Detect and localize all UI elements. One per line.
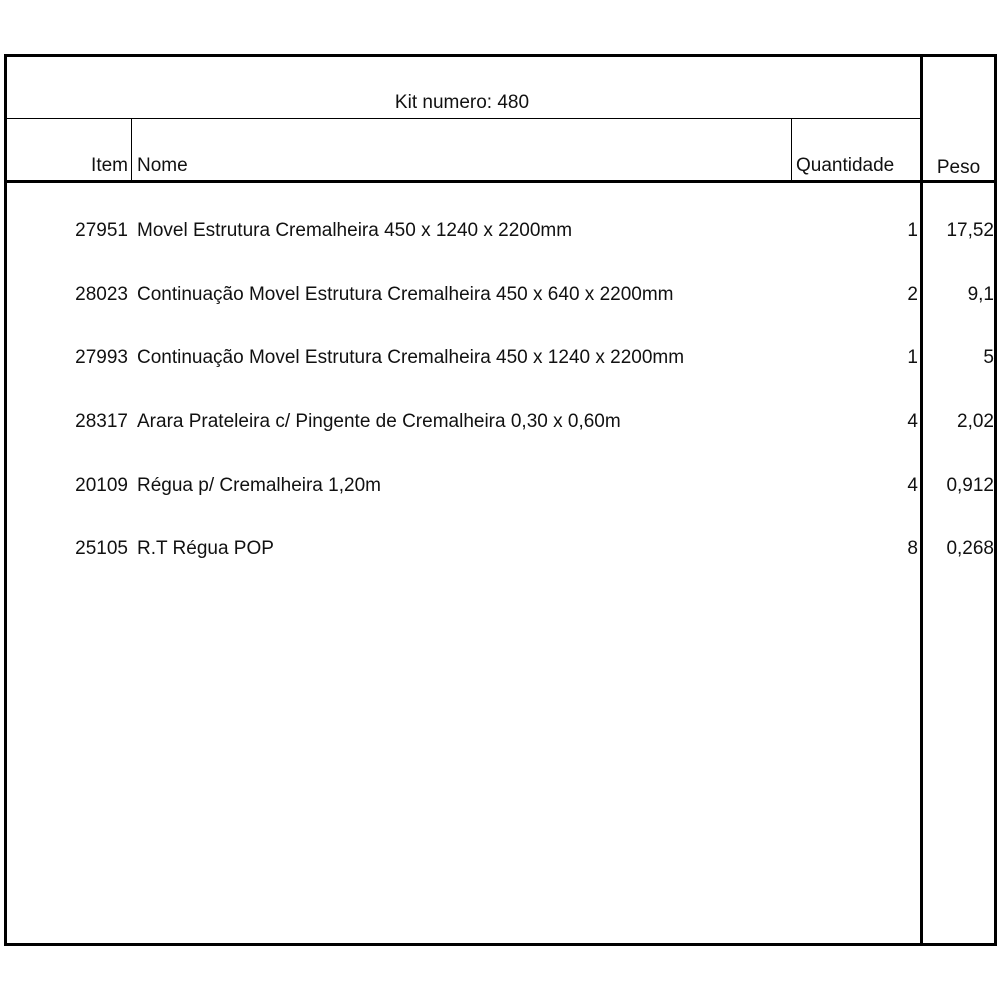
- row-nome: R.T Régua POP: [137, 538, 274, 559]
- row-peso: 5: [983, 347, 994, 368]
- col-header-quantidade: Quantidade: [796, 155, 895, 176]
- row-item: 28023: [75, 284, 128, 305]
- border-top: [4, 54, 997, 57]
- col-header-peso: Peso: [936, 157, 981, 178]
- table-row: [0, 407, 1000, 437]
- col-header-nome: Nome: [137, 155, 188, 176]
- row-nome: Continuação Movel Estrutura Cremalheira 450 x 1240 x 2200mm: [137, 347, 685, 368]
- item-nome-divider: [131, 118, 132, 182]
- table-row: [0, 534, 1000, 564]
- nome-qty-divider: [791, 118, 792, 182]
- row-peso: 9,1: [967, 284, 994, 305]
- row-item: 27993: [75, 347, 128, 368]
- row-peso: 17,52: [946, 220, 994, 241]
- col-header-item: Item: [91, 155, 128, 176]
- row-quantidade: 4: [907, 475, 918, 496]
- row-quantidade: 1: [907, 220, 918, 241]
- row-nome: Movel Estrutura Cremalheira 450 x 1240 x 2200mm: [137, 220, 573, 241]
- table-row: [0, 471, 1000, 501]
- border-bottom: [4, 943, 997, 946]
- table-row: [0, 343, 1000, 373]
- row-nome: Régua p/ Cremalheira 1,20m: [137, 475, 381, 496]
- row-item: 25105: [75, 538, 128, 559]
- row-peso: 0,912: [946, 475, 994, 496]
- row-quantidade: 4: [907, 411, 918, 432]
- header-divider: [4, 180, 997, 183]
- row-peso: 2,02: [957, 411, 994, 432]
- title-divider: [4, 118, 922, 119]
- row-quantidade: 8: [907, 538, 918, 559]
- kit-title: Kit numero: 480: [394, 92, 530, 113]
- row-quantidade: 1: [907, 347, 918, 368]
- row-peso: 0,268: [946, 538, 994, 559]
- row-item: 27951: [75, 220, 128, 241]
- row-nome: Arara Prateleira c/ Pingente de Cremalheira 0,30 x 0,60m: [137, 411, 621, 432]
- row-item: 20109: [75, 475, 128, 496]
- row-quantidade: 2: [907, 284, 918, 305]
- row-nome: Continuação Movel Estrutura Cremalheira 450 x 640 x 2200mm: [137, 284, 674, 305]
- row-item: 28317: [75, 411, 128, 432]
- table-row: [0, 216, 1000, 246]
- table-row: [0, 280, 1000, 310]
